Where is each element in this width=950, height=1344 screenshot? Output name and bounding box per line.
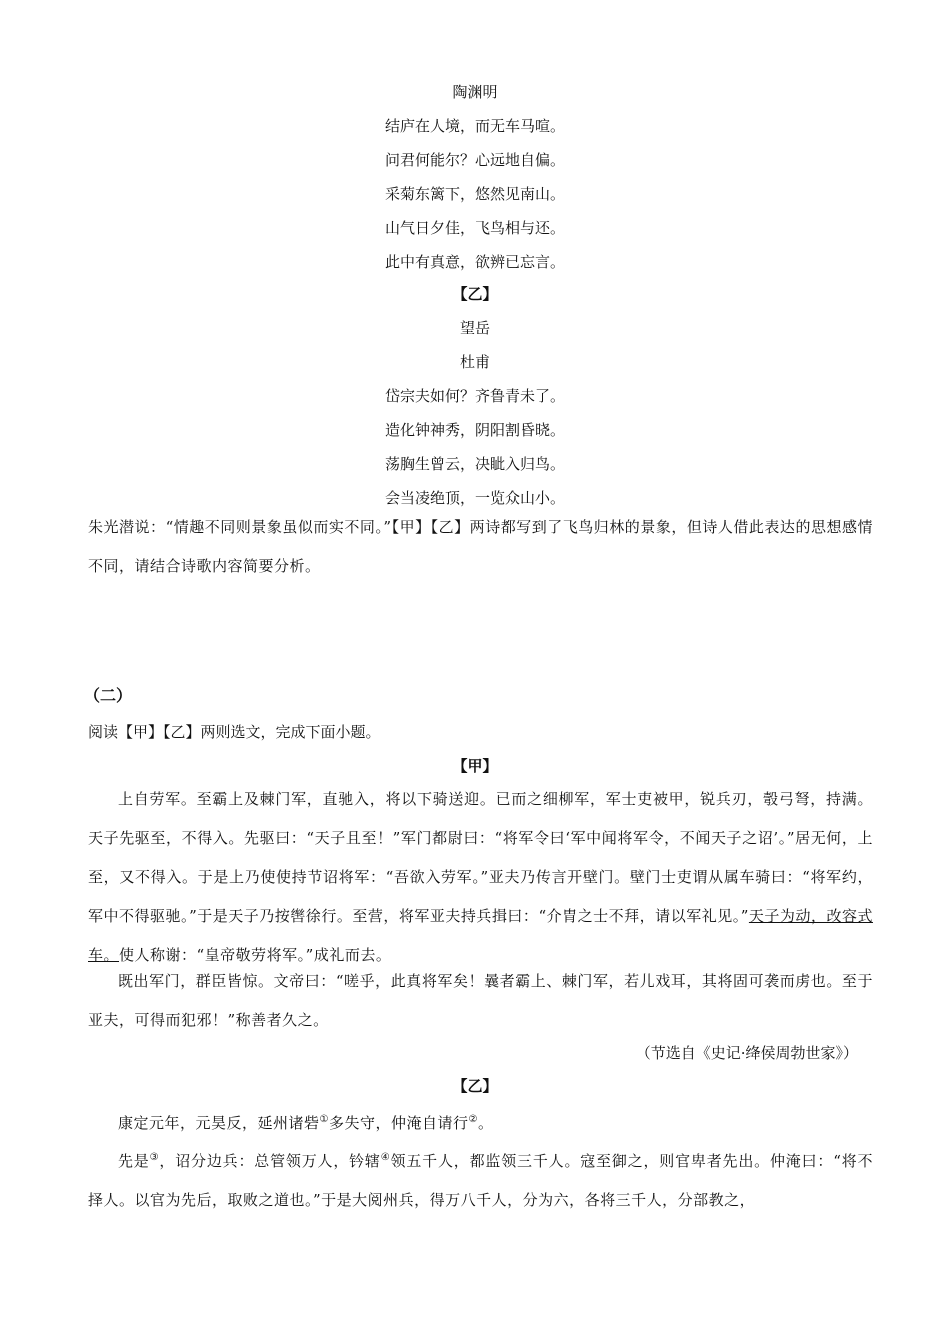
poem-yi-title: 望岳 [459,319,490,337]
text-jia-paragraph-1 [88,780,873,975]
text-yi-marker: 【乙】 [452,1077,498,1095]
text-jia-p1-after: 使人称谢：“皇帝敬劳将军。”成礼而去。 [119,946,392,964]
footnote-marker-1: ① [319,1114,329,1125]
text-yi-p2-c: 领五千人，都监领三千人。寇至御之，则官卑者先出。仲淹曰：“将不择人。以官为先后，取败之道也。”于是大阅州兵，得万八千人，分为六，各将三千人，分部教之， [88,1152,873,1209]
text-jia-underlined-sentence: 天子为动，改容式车。 [88,907,873,964]
text-yi-p2-b: ，诏分边兵：总管领万人，钤辖 [159,1152,381,1170]
text-jia-source: （节选自《史记·绛侯周勃世家》） [635,1044,858,1062]
question-text: 朱光潜说：“情趣不同则景象虽似而实不同。”【甲】【乙】两诗都写到了飞鸟归林的景象，但诗人借此表达的思想感情不同，请结合诗歌内容简要分析。 [88,518,873,575]
poem-jia-line-3: 采菊东篱下，悠然见南山。 [384,185,565,203]
footnote-marker-4: ④ [380,1152,391,1163]
poem-jia-line-4: 山气日夕佳，飞鸟相与还。 [384,219,565,237]
poem-jia-line-5: 此中有真意，欲辨已忘言。 [384,253,565,271]
poem-yi-line-4: 会当凌绝顶，一览众山小。 [384,489,565,507]
text-yi-paragraph-1 [88,1100,873,1143]
poem-yi-line-1: 岱宗夫如何？齐鲁青未了。 [384,387,565,405]
poem-yi-author: 杜甫 [459,353,490,371]
text-yi-p1-b: 多失守，仲淹自请行 [328,1114,469,1132]
text-yi-paragraph-2 [88,1138,873,1220]
text-jia-p1-before: 上自劳军。至霸上及棘门军，直驰入，将以下骑送迎。已而之细柳军，军士吏被甲，锐兵刃，彀弓弩，持满。天子先驱至，不得入。先驱曰：“天子且至！”军门都尉曰：“将军令曰‘军中闻将军令，不闻天子之诏’。”居无何，上至，又不得入。于是上乃使使持节诏将军：“吾欲入劳军。”亚夫乃传言开壁门。壁门士吏谓从属车骑曰：“将军约，军中不得驱驰。”于是天子乃按辔徐行。至营，将军亚夫持兵揖曰：“介胄之士不拜，请以军礼见。” [88,790,873,925]
text-jia-paragraph-2: 既出军门，群臣皆惊。文帝曰：“嗟乎，此真将军矣！曩者霸上、棘门军，若儿戏耳，其将固可袭而虏也。至于亚夫，可得而犯邪！”称善者久之。 [88,972,873,1029]
footnote-marker-3: ③ [149,1152,160,1163]
section-heading: （二） [84,686,133,705]
section-instruction: 阅读【甲】【乙】两则选文，完成下面小题。 [88,723,381,741]
text-yi-p1-a: 康定元年，元昊反，延州诸砦 [118,1114,320,1132]
poem-jia-author: 陶渊明 [452,83,498,101]
poem-yi-line-3: 荡胸生曾云，决眦入归鸟。 [384,455,565,473]
text-jia-marker: 【甲】 [452,757,498,775]
poem-yi-line-2: 造化钟神秀，阴阳割昏晓。 [384,421,565,439]
text-yi-p2-a: 先是 [118,1152,150,1170]
poem-jia-line-2: 问君何能尔？心远地自偏。 [384,151,565,169]
poem-yi-marker: 【乙】 [452,285,498,303]
text-yi-p1-c: 。 [477,1114,494,1132]
poem-jia-line-1: 结庐在人境，而无车马喧。 [384,117,565,135]
footnote-marker-2: ② [468,1114,478,1125]
